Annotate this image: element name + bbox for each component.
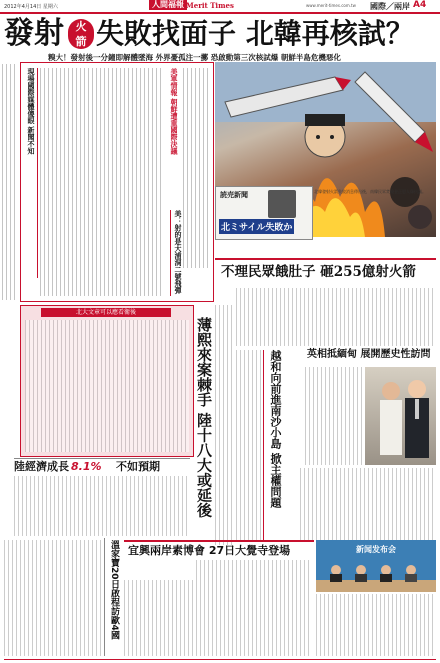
newspaper-inset-headline: 北ミサイル失敗か <box>219 219 294 234</box>
rocket-cost-article <box>215 258 436 288</box>
economy-headline-suffix: 不如預期 <box>116 460 160 473</box>
sidebar-headline-2-text: 美：射的是大浦洞二號飛彈 <box>174 210 182 294</box>
cameron-headline: 英相抵緬甸 展開歷史性訪問 <box>307 349 431 360</box>
sidebar-headline-1 <box>167 68 181 208</box>
masthead-date: 2012年4月14日 星期六 <box>4 4 58 10</box>
section-name: 國際／兩岸 <box>370 2 410 11</box>
press-conference-art <box>316 558 436 592</box>
rocket-badge <box>68 19 94 49</box>
economy-headline-figure: 8.1% <box>71 460 102 473</box>
vietnam-headline: 越和向前進南沙小島 掀主權問題 <box>269 350 282 508</box>
headline-part-b: 失敗找面子 北韓再核試？ <box>96 17 414 50</box>
yilan-body <box>196 560 312 656</box>
photo-caption: 北韓發射火箭失敗消息傳出後，南韓民眾焚燒金正恩人像抗議。 <box>314 189 426 194</box>
cameron-body <box>305 367 363 465</box>
feature-box-text <box>25 320 189 452</box>
vietnam-body <box>236 350 262 540</box>
press-conference-photo <box>316 540 436 592</box>
vietnam-body-right <box>300 468 436 540</box>
page-number: A4 <box>413 0 427 10</box>
yilan-body-right <box>316 594 436 656</box>
lead-body-text-a <box>40 68 162 296</box>
economy-body <box>14 476 190 536</box>
bottom-rule <box>4 659 436 660</box>
bo-xilai-article <box>192 305 214 545</box>
bo-xilai-headline: 薄熙來案棘手 陸十八大或延後 <box>195 317 213 518</box>
feature-box <box>20 305 194 457</box>
badge-top: 火 <box>68 19 94 34</box>
yilan-headline: 宜興兩岸素博會 27日大覺寺登場 <box>128 544 291 557</box>
lead-body-text-b <box>183 68 209 268</box>
sidebar-headline-1-text: 美軍情報 朝鮮遭重國際決議 <box>170 68 178 155</box>
left-column-text <box>2 64 18 300</box>
paper-logo: 人間福報 <box>149 0 187 10</box>
sidebar-headline-3-text: 現場國際媒體傻眼 新聞不知 <box>27 68 35 155</box>
yilan-article <box>124 540 314 560</box>
newspaper-inset-portrait <box>268 190 296 218</box>
economy-article <box>14 458 190 475</box>
sidebar-headline-2 <box>170 210 183 296</box>
cameron-article <box>305 348 436 364</box>
subheadline: 糗大！發射後一分鐘即解體墜海 外界憂孤注一擲 恐啟動第三次核試爆 朝鮮半島危機惡化 <box>48 53 341 62</box>
badge-bottom: 箭 <box>68 34 94 49</box>
press-banner-text: 新闻发布会 <box>356 545 396 554</box>
cameron-photo <box>365 367 436 465</box>
rocket-cost-headline: 不理民眾餓肚子 砸255億射火箭 <box>221 264 416 280</box>
newspaper-inset-photo <box>215 186 313 240</box>
rocket-cost-body <box>236 288 436 346</box>
wen-jiabao-body-right <box>124 580 194 656</box>
headline-part-a: 發射 <box>4 16 64 51</box>
newspaper-inset-caption: 読売新聞 <box>220 191 248 199</box>
masthead <box>0 0 440 14</box>
vietnam-article <box>263 350 298 540</box>
economy-headline-prefix: 陸經濟成長 <box>14 460 69 473</box>
paper-logo-en: Merit Times <box>186 1 234 10</box>
bo-xilai-body <box>215 305 235 545</box>
feature-box-label: 北大文章可以應看衛後 <box>41 308 171 317</box>
masthead-web: www.merit-times.com.tw <box>306 3 356 8</box>
lead-headline <box>4 15 436 53</box>
cameron-photo-art <box>365 367 436 465</box>
wen-jiabao-headline: 溫家寶20日啟程訪歐4國 <box>109 540 119 640</box>
wen-jiabao-body-left <box>4 540 102 656</box>
wen-jiabao-article <box>104 538 123 656</box>
sidebar-headline-3 <box>25 68 38 278</box>
